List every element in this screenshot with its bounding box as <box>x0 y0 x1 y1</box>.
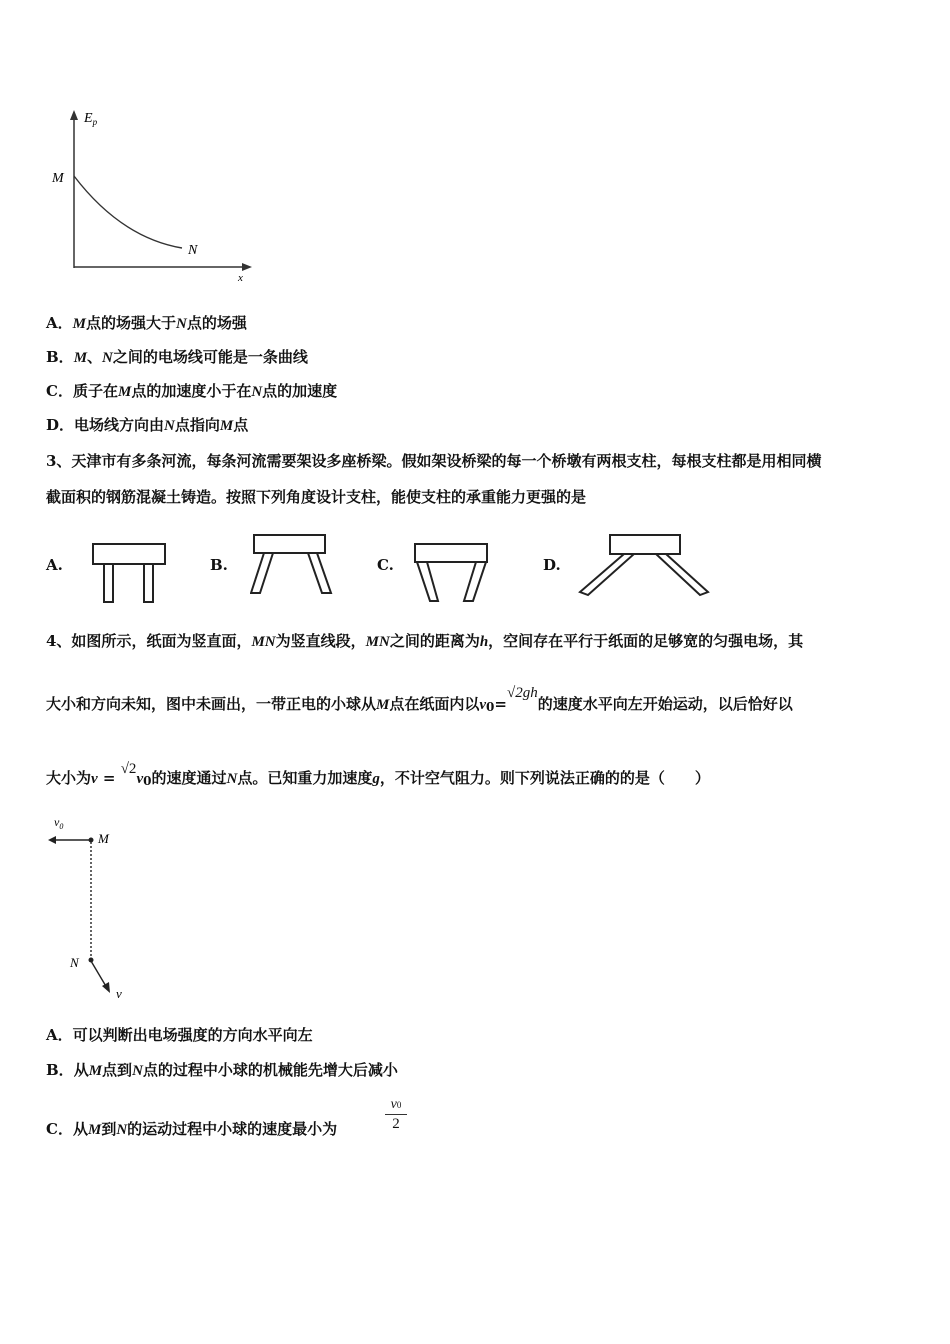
option-text: 点 <box>233 416 249 434</box>
option-text: 的运动过程中小球的速度最小为 <box>127 1120 338 1138</box>
option-text: N <box>116 1122 128 1138</box>
option-text: 之间的电场线可能是一条曲线 <box>112 348 308 366</box>
q4-text: h <box>479 634 489 650</box>
question-4-line-2 <box>46 685 793 714</box>
motion-diagram <box>44 812 144 1007</box>
question-3-line-1: 3、天津市有多条河流，每条河流需要架设多座桥梁。假如架设桥梁的每一个桥墩有两根支柱，每根支柱都是用相同横 <box>46 452 822 470</box>
point-n-label: N <box>70 955 79 970</box>
q4-text: 大小为 <box>46 769 92 787</box>
q4-text: N <box>226 771 238 787</box>
point-m-label: M <box>52 171 64 186</box>
q4-text: 点在纸面内以 <box>389 695 480 713</box>
v-label: v <box>116 986 122 1001</box>
option-text: M <box>72 316 86 332</box>
option-c-label: C. <box>377 556 394 574</box>
q4-text: MN <box>365 634 390 650</box>
option-text: N <box>132 1063 143 1079</box>
option-a-label: A. <box>46 556 63 574</box>
sqrt-2gh: √2gh <box>506 685 538 701</box>
option-text: M <box>117 384 132 400</box>
option-text: 点的加速度小于在 <box>131 382 252 400</box>
option-text: 从 <box>72 1120 88 1138</box>
question-3-line-2: 截面积的钢筋混凝土铸造。按照下列角度设计支柱，能使支柱的承重能力更强的是 <box>46 488 587 506</box>
y-axis-arrow <box>70 110 78 120</box>
q4-text: = <box>494 695 507 713</box>
option-d-label: D. <box>543 556 561 574</box>
option-c <box>46 380 337 401</box>
q4-option-b <box>46 1059 398 1080</box>
q4-text: ，空间存在平行于纸面的足够宽的匀强电场，其 <box>488 632 804 650</box>
option-text: 点的加速度 <box>262 382 338 400</box>
pillar-diagram-c <box>413 543 491 605</box>
fraction-numerator: v0 <box>390 1097 402 1112</box>
x-axis-label: x <box>238 272 243 284</box>
option-text: 点的场强 <box>186 314 247 332</box>
q4-text: 大小和方向未知，图中未画出，一带正电的小球从 <box>46 695 377 713</box>
option-text: M <box>73 350 88 366</box>
point-m <box>89 838 94 843</box>
q4-text: v <box>91 771 98 787</box>
v0-label: $v_0$ <box>54 815 64 831</box>
option-letter: A． <box>46 1026 73 1044</box>
option-text: N <box>102 350 113 366</box>
fraction-denominator: 2 <box>392 1116 400 1132</box>
option-text: 点到 <box>102 1061 133 1079</box>
v-arrow-head <box>102 982 110 993</box>
sqrt-2: √2 <box>120 761 137 777</box>
option-letter: C． <box>46 382 73 400</box>
option-text: N <box>176 316 187 332</box>
question-4-line-1 <box>46 630 803 651</box>
q4-text: 的速度通过 <box>151 769 227 787</box>
v-arrow-line <box>91 961 107 988</box>
q4-text: 4、如图所示，纸面为竖直面， <box>46 632 252 650</box>
q4-text: MN <box>251 634 276 650</box>
pillar-diagram-a <box>92 543 167 605</box>
q4-text: ，不计空气阻力。则下列说法正确的的是（ ） <box>379 769 710 787</box>
q4-text: 之间的距离为 <box>389 632 480 650</box>
q4-text: 点。已知重力加速度 <box>237 769 373 787</box>
q4-text: 为竖直线段， <box>275 632 366 650</box>
option-text: N <box>251 384 263 400</box>
option-text: N <box>164 418 175 434</box>
q4-text: 的速度水平向左开始运动，以后恰好以 <box>537 695 793 713</box>
option-text: 从 <box>73 1061 89 1079</box>
option-text: 、 <box>87 348 103 366</box>
option-text: 点的场强大于 <box>85 314 176 332</box>
q4-option-c <box>46 1118 337 1139</box>
option-text: 可以判断出电场强度的方向水平向左 <box>72 1026 313 1044</box>
ep-curve <box>74 176 182 248</box>
point-m-label: M <box>98 831 109 846</box>
option-d <box>46 414 248 435</box>
option-text: 质子在 <box>72 382 118 400</box>
option-text: 到 <box>101 1120 117 1138</box>
x-axis-arrow <box>242 263 252 271</box>
option-letter: D． <box>46 416 75 434</box>
option-a <box>46 312 247 333</box>
pillar-diagram-d <box>578 534 713 598</box>
option-b <box>46 346 308 367</box>
q4-option-a <box>46 1024 313 1045</box>
option-letter: B． <box>46 1061 74 1079</box>
q4-text: 0 <box>143 774 152 788</box>
y-axis-label: $E_p$ <box>84 111 98 127</box>
q4-text: 0 <box>486 700 495 714</box>
q4-text: = <box>97 769 121 787</box>
pillar-diagram-b <box>250 534 335 596</box>
fraction-v0-over-2 <box>385 1097 407 1133</box>
option-text: M <box>87 1122 102 1138</box>
point-n-label: N <box>188 243 198 258</box>
option-letter: A． <box>46 314 73 332</box>
option-text: 电场线方向由 <box>74 416 165 434</box>
q4-text: v <box>136 771 144 787</box>
q4-text: v <box>479 697 487 713</box>
q4-text: g <box>372 771 380 787</box>
option-text: M <box>219 418 234 434</box>
option-text: 点指向 <box>174 416 220 434</box>
option-letter: C． <box>46 1120 73 1138</box>
v0-arrow-head <box>48 836 56 844</box>
option-text: 点的过程中小球的机械能先增大后减小 <box>142 1061 398 1079</box>
option-letter: B． <box>46 348 74 366</box>
option-text: M <box>88 1063 103 1079</box>
q4-text: M <box>376 697 390 713</box>
option-b-label: B. <box>210 556 228 574</box>
question-4-line-3 <box>46 761 710 788</box>
ep-x-graph <box>40 100 270 285</box>
